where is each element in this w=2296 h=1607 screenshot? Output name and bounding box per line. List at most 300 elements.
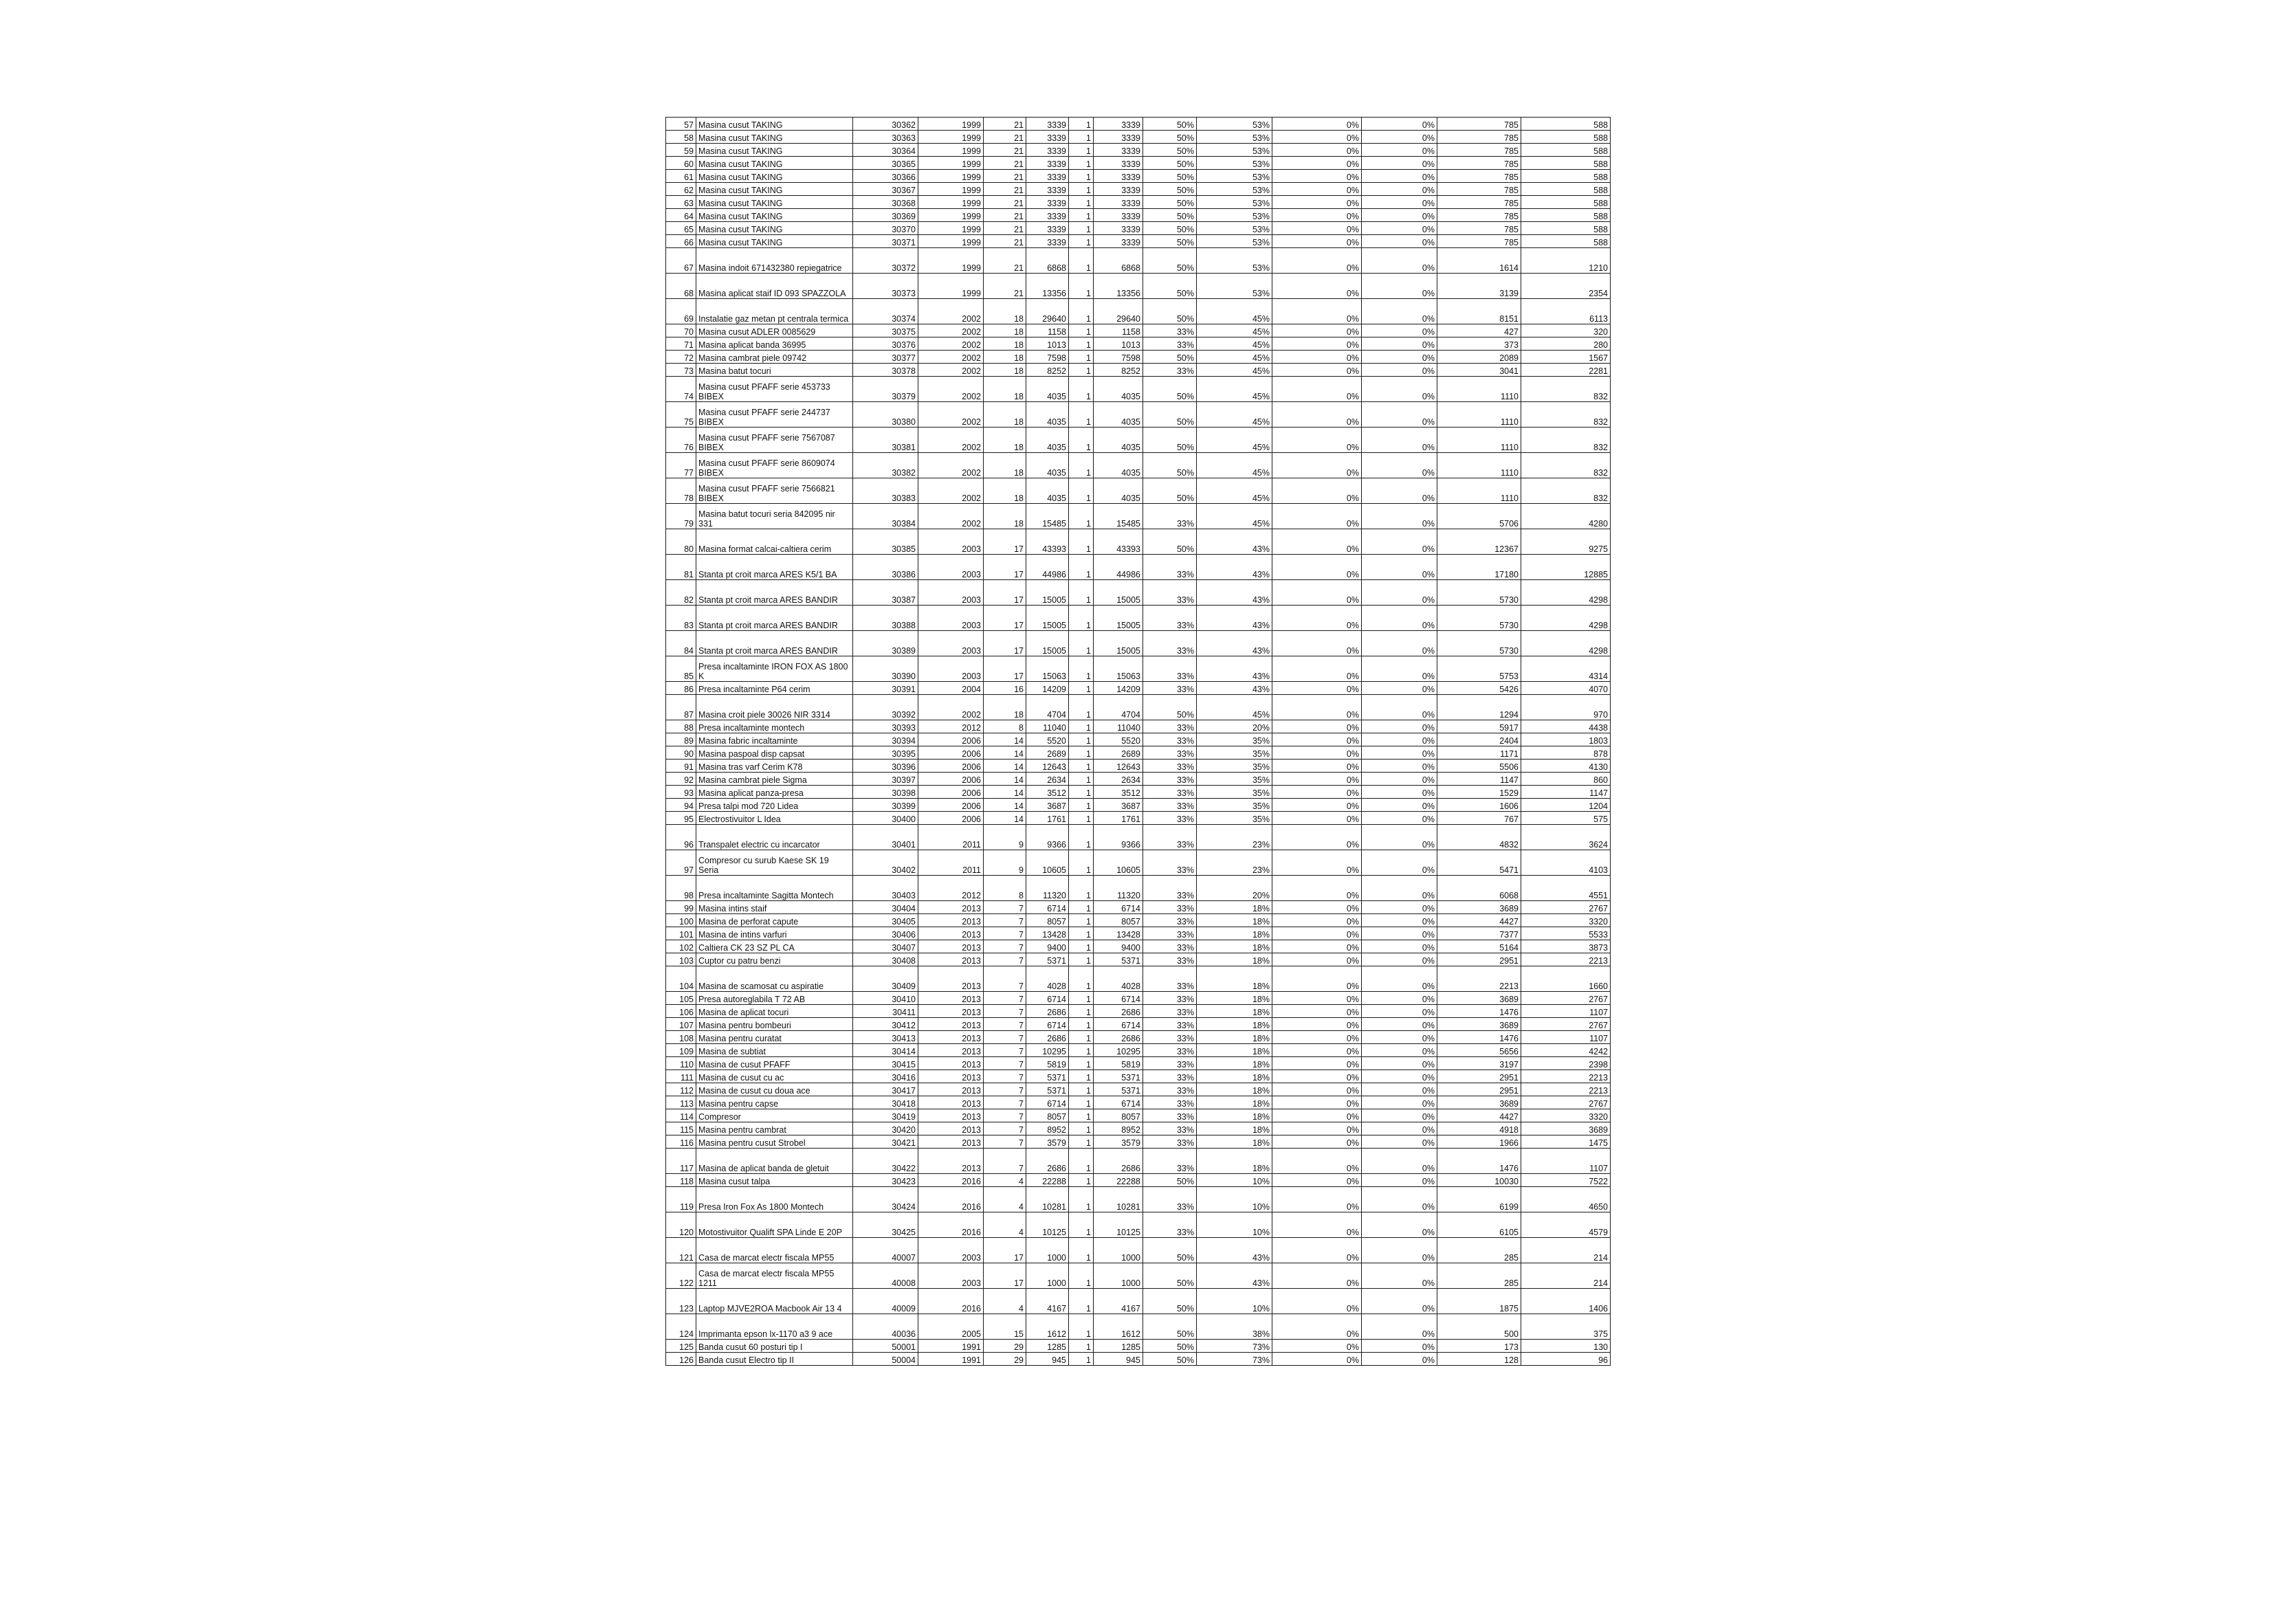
percent-col-3-cell: 0% — [1272, 1031, 1362, 1044]
table-row — [666, 157, 1611, 170]
row-number-cell: 85 — [666, 656, 696, 682]
quantity-cell: 1 — [1069, 940, 1094, 953]
quantity-cell: 1 — [1069, 733, 1094, 746]
percent-col-2-cell: 43% — [1197, 1263, 1272, 1289]
percent-col-4-cell: 0% — [1362, 825, 1437, 850]
percent-col-1-cell: 50% — [1143, 1263, 1197, 1289]
asset-name-cell: Presa incaltaminte montech — [696, 720, 853, 733]
percent-col-1-cell: 33% — [1143, 1096, 1197, 1109]
table-row — [666, 1005, 1611, 1018]
percent-col-2-cell: 45% — [1197, 478, 1272, 504]
asset-name-cell: Masina pentru curatat — [696, 1031, 853, 1044]
row-number-cell: 80 — [666, 529, 696, 555]
percent-col-4-cell: 0% — [1362, 1109, 1437, 1122]
unit-value-cell: 1000 — [1026, 1263, 1069, 1289]
total-value-cell: 3339 — [1094, 170, 1143, 183]
quantity-cell: 1 — [1069, 222, 1094, 235]
acquisition-year-cell: 1999 — [918, 209, 984, 222]
value-col-1-cell: 4918 — [1437, 1122, 1521, 1135]
unit-value-cell: 4028 — [1026, 966, 1069, 992]
total-value-cell: 2686 — [1094, 1005, 1143, 1018]
percent-col-1-cell: 50% — [1143, 196, 1197, 209]
percent-col-4-cell: 0% — [1362, 351, 1437, 364]
age-years-cell: 17 — [984, 580, 1026, 606]
percent-col-3-cell: 0% — [1272, 324, 1362, 337]
asset-name-cell: Presa talpi mod 720 Lidea — [696, 799, 853, 812]
unit-value-cell: 10605 — [1026, 850, 1069, 876]
unit-value-cell: 8252 — [1026, 364, 1069, 377]
value-col-1-cell: 3041 — [1437, 364, 1521, 377]
inventory-code-cell: 30419 — [853, 1109, 918, 1122]
percent-col-1-cell: 50% — [1143, 1238, 1197, 1263]
total-value-cell: 9366 — [1094, 825, 1143, 850]
percent-col-3-cell: 0% — [1272, 966, 1362, 992]
quantity-cell: 1 — [1069, 901, 1094, 914]
percent-col-1-cell: 33% — [1143, 337, 1197, 351]
acquisition-year-cell: 2003 — [918, 580, 984, 606]
value-col-1-cell: 128 — [1437, 1353, 1521, 1366]
total-value-cell: 4167 — [1094, 1289, 1143, 1314]
quantity-cell: 1 — [1069, 364, 1094, 377]
percent-col-1-cell: 33% — [1143, 504, 1197, 529]
inventory-code-cell: 30384 — [853, 504, 918, 529]
value-col-2-cell: 3624 — [1521, 825, 1611, 850]
value-col-2-cell: 375 — [1521, 1314, 1611, 1340]
acquisition-year-cell: 2002 — [918, 504, 984, 529]
value-col-2-cell: 1107 — [1521, 1031, 1611, 1044]
inventory-code-cell: 30416 — [853, 1070, 918, 1083]
age-years-cell: 17 — [984, 1263, 1026, 1289]
table-row — [666, 1122, 1611, 1135]
acquisition-year-cell: 2002 — [918, 377, 984, 402]
percent-col-2-cell: 18% — [1197, 1109, 1272, 1122]
row-number-cell: 101 — [666, 927, 696, 940]
percent-col-3-cell: 0% — [1272, 157, 1362, 170]
asset-name-cell: Masina de cusut cu ac — [696, 1070, 853, 1083]
inventory-code-cell: 30400 — [853, 812, 918, 825]
inventory-code-cell: 30382 — [853, 453, 918, 478]
acquisition-year-cell: 1999 — [918, 144, 984, 157]
acquisition-year-cell: 2003 — [918, 1238, 984, 1263]
acquisition-year-cell: 2013 — [918, 1005, 984, 1018]
asset-name-cell: Compresor cu surub Kaese SK 19 Seria — [696, 850, 853, 876]
unit-value-cell: 1013 — [1026, 337, 1069, 351]
asset-name-cell: Masina cusut TAKING — [696, 196, 853, 209]
inventory-code-cell: 30374 — [853, 299, 918, 324]
row-number-cell: 63 — [666, 196, 696, 209]
value-col-1-cell: 785 — [1437, 222, 1521, 235]
percent-col-2-cell: 53% — [1197, 170, 1272, 183]
table-row — [666, 1083, 1611, 1096]
quantity-cell: 1 — [1069, 555, 1094, 580]
table-row — [666, 695, 1611, 720]
asset-name-cell: Masina cusut PFAFF serie 7566821 BIBEX — [696, 478, 853, 504]
percent-col-1-cell: 33% — [1143, 1135, 1197, 1149]
unit-value-cell: 1612 — [1026, 1314, 1069, 1340]
percent-col-4-cell: 0% — [1362, 966, 1437, 992]
acquisition-year-cell: 2005 — [918, 1314, 984, 1340]
total-value-cell: 1158 — [1094, 324, 1143, 337]
percent-col-3-cell: 0% — [1272, 131, 1362, 144]
age-years-cell: 21 — [984, 144, 1026, 157]
percent-col-2-cell: 35% — [1197, 746, 1272, 760]
inventory-code-cell: 30405 — [853, 914, 918, 927]
table-row — [666, 324, 1611, 337]
asset-name-cell: Laptop MJVE2ROA Macbook Air 13 4 — [696, 1289, 853, 1314]
age-years-cell: 17 — [984, 555, 1026, 580]
row-number-cell: 77 — [666, 453, 696, 478]
table-row — [666, 992, 1611, 1005]
unit-value-cell: 2686 — [1026, 1149, 1069, 1174]
quantity-cell: 1 — [1069, 529, 1094, 555]
table-row — [666, 682, 1611, 695]
percent-col-3-cell: 0% — [1272, 606, 1362, 631]
table-row — [666, 656, 1611, 682]
total-value-cell: 7598 — [1094, 351, 1143, 364]
inventory-code-cell: 30399 — [853, 799, 918, 812]
percent-col-4-cell: 0% — [1362, 377, 1437, 402]
unit-value-cell: 13428 — [1026, 927, 1069, 940]
asset-name-cell: Masina de perforat capute — [696, 914, 853, 927]
percent-col-4-cell: 0% — [1362, 1044, 1437, 1057]
value-col-2-cell: 1406 — [1521, 1289, 1611, 1314]
quantity-cell: 1 — [1069, 1238, 1094, 1263]
total-value-cell: 6714 — [1094, 992, 1143, 1005]
inventory-code-cell: 30370 — [853, 222, 918, 235]
total-value-cell: 5371 — [1094, 953, 1143, 966]
percent-col-1-cell: 33% — [1143, 364, 1197, 377]
percent-col-2-cell: 45% — [1197, 351, 1272, 364]
percent-col-2-cell: 43% — [1197, 1238, 1272, 1263]
table-row — [666, 377, 1611, 402]
value-col-1-cell: 427 — [1437, 324, 1521, 337]
asset-name-cell: Masina croit piele 30026 NIR 3314 — [696, 695, 853, 720]
percent-col-1-cell: 33% — [1143, 850, 1197, 876]
table-row — [666, 825, 1611, 850]
acquisition-year-cell: 2013 — [918, 1031, 984, 1044]
acquisition-year-cell: 2013 — [918, 1122, 984, 1135]
acquisition-year-cell: 2013 — [918, 1070, 984, 1083]
table-row — [666, 555, 1611, 580]
row-number-cell: 124 — [666, 1314, 696, 1340]
inventory-code-cell: 30423 — [853, 1174, 918, 1187]
inventory-code-cell: 30396 — [853, 760, 918, 773]
quantity-cell: 1 — [1069, 1109, 1094, 1122]
acquisition-year-cell: 1999 — [918, 118, 984, 131]
value-col-2-cell: 5533 — [1521, 927, 1611, 940]
unit-value-cell: 3339 — [1026, 170, 1069, 183]
age-years-cell: 18 — [984, 377, 1026, 402]
quantity-cell: 1 — [1069, 377, 1094, 402]
asset-name-cell: Banda cusut 60 posturi tip I — [696, 1340, 853, 1353]
acquisition-year-cell: 1999 — [918, 222, 984, 235]
percent-col-2-cell: 43% — [1197, 580, 1272, 606]
inventory-code-cell: 30395 — [853, 746, 918, 760]
value-col-1-cell: 7377 — [1437, 927, 1521, 940]
value-col-1-cell: 2951 — [1437, 1083, 1521, 1096]
age-years-cell: 21 — [984, 170, 1026, 183]
age-years-cell: 15 — [984, 1314, 1026, 1340]
total-value-cell: 6714 — [1094, 1018, 1143, 1031]
unit-value-cell: 8057 — [1026, 914, 1069, 927]
value-col-1-cell: 1476 — [1437, 1149, 1521, 1174]
table-row — [666, 235, 1611, 248]
value-col-1-cell: 4832 — [1437, 825, 1521, 850]
age-years-cell: 7 — [984, 1149, 1026, 1174]
value-col-1-cell: 1875 — [1437, 1289, 1521, 1314]
percent-col-4-cell: 0% — [1362, 746, 1437, 760]
row-number-cell: 109 — [666, 1044, 696, 1057]
row-number-cell: 79 — [666, 504, 696, 529]
value-col-2-cell: 1803 — [1521, 733, 1611, 746]
quantity-cell: 1 — [1069, 812, 1094, 825]
age-years-cell: 18 — [984, 324, 1026, 337]
row-number-cell: 81 — [666, 555, 696, 580]
total-value-cell: 14209 — [1094, 682, 1143, 695]
acquisition-year-cell: 2002 — [918, 478, 984, 504]
value-col-2-cell: 4242 — [1521, 1044, 1611, 1057]
value-col-2-cell: 214 — [1521, 1238, 1611, 1263]
percent-col-4-cell: 0% — [1362, 850, 1437, 876]
value-col-2-cell: 2213 — [1521, 953, 1611, 966]
percent-col-2-cell: 45% — [1197, 364, 1272, 377]
inventory-code-cell: 30421 — [853, 1135, 918, 1149]
percent-col-3-cell: 0% — [1272, 183, 1362, 196]
percent-col-1-cell: 50% — [1143, 351, 1197, 364]
value-col-2-cell: 1660 — [1521, 966, 1611, 992]
quantity-cell: 1 — [1069, 337, 1094, 351]
value-col-1-cell: 3689 — [1437, 992, 1521, 1005]
value-col-2-cell: 2767 — [1521, 1096, 1611, 1109]
percent-col-1-cell: 33% — [1143, 773, 1197, 786]
asset-name-cell: Presa incaltaminte P64 cerim — [696, 682, 853, 695]
value-col-1-cell: 785 — [1437, 235, 1521, 248]
percent-col-3-cell: 0% — [1272, 953, 1362, 966]
percent-col-2-cell: 53% — [1197, 209, 1272, 222]
inventory-code-cell: 30388 — [853, 606, 918, 631]
total-value-cell: 3339 — [1094, 235, 1143, 248]
value-col-2-cell: 970 — [1521, 695, 1611, 720]
percent-col-2-cell: 18% — [1197, 966, 1272, 992]
acquisition-year-cell: 2016 — [918, 1187, 984, 1212]
percent-col-2-cell: 18% — [1197, 1149, 1272, 1174]
total-value-cell: 13356 — [1094, 274, 1143, 299]
quantity-cell: 1 — [1069, 504, 1094, 529]
acquisition-year-cell: 2006 — [918, 786, 984, 799]
percent-col-1-cell: 33% — [1143, 1212, 1197, 1238]
value-col-1-cell: 785 — [1437, 196, 1521, 209]
percent-col-2-cell: 18% — [1197, 901, 1272, 914]
age-years-cell: 8 — [984, 720, 1026, 733]
total-value-cell: 6714 — [1094, 1096, 1143, 1109]
acquisition-year-cell: 2004 — [918, 682, 984, 695]
table-row — [666, 1174, 1611, 1187]
percent-col-4-cell: 0% — [1362, 1005, 1437, 1018]
total-value-cell: 2686 — [1094, 1149, 1143, 1174]
value-col-1-cell: 6068 — [1437, 876, 1521, 901]
percent-col-3-cell: 0% — [1272, 1149, 1362, 1174]
asset-name-cell: Masina pentru cusut Strobel — [696, 1135, 853, 1149]
percent-col-1-cell: 33% — [1143, 324, 1197, 337]
table-row — [666, 1018, 1611, 1031]
age-years-cell: 29 — [984, 1353, 1026, 1366]
acquisition-year-cell: 2013 — [918, 1044, 984, 1057]
value-col-2-cell: 2767 — [1521, 992, 1611, 1005]
asset-name-cell: Masina tras varf Cerim K78 — [696, 760, 853, 773]
acquisition-year-cell: 2016 — [918, 1174, 984, 1187]
unit-value-cell: 29640 — [1026, 299, 1069, 324]
table-row — [666, 1109, 1611, 1122]
value-col-2-cell: 575 — [1521, 812, 1611, 825]
value-col-2-cell: 588 — [1521, 196, 1611, 209]
percent-col-4-cell: 0% — [1362, 1083, 1437, 1096]
percent-col-3-cell: 0% — [1272, 992, 1362, 1005]
percent-col-1-cell: 50% — [1143, 453, 1197, 478]
percent-col-2-cell: 45% — [1197, 337, 1272, 351]
inventory-code-cell: 30378 — [853, 364, 918, 377]
quantity-cell: 1 — [1069, 131, 1094, 144]
percent-col-2-cell: 43% — [1197, 555, 1272, 580]
asset-name-cell: Masina indoit 671432380 repiegatrice — [696, 248, 853, 274]
row-number-cell: 89 — [666, 733, 696, 746]
table-row — [666, 720, 1611, 733]
percent-col-2-cell: 38% — [1197, 1314, 1272, 1340]
asset-name-cell: Masina cusut TAKING — [696, 183, 853, 196]
row-number-cell: 66 — [666, 235, 696, 248]
quantity-cell: 1 — [1069, 695, 1094, 720]
table-row — [666, 144, 1611, 157]
total-value-cell: 8057 — [1094, 914, 1143, 927]
value-col-1-cell: 8151 — [1437, 299, 1521, 324]
inventory-code-cell: 50004 — [853, 1353, 918, 1366]
value-col-2-cell: 2213 — [1521, 1070, 1611, 1083]
quantity-cell: 1 — [1069, 235, 1094, 248]
asset-name-cell: Masina cusut TAKING — [696, 131, 853, 144]
percent-col-2-cell: 20% — [1197, 720, 1272, 733]
percent-col-4-cell: 0% — [1362, 1314, 1437, 1340]
asset-name-cell: Casa de marcat electr fiscala MP55 — [696, 1238, 853, 1263]
inventory-code-cell: 30406 — [853, 927, 918, 940]
total-value-cell: 1000 — [1094, 1238, 1143, 1263]
percent-col-2-cell: 45% — [1197, 453, 1272, 478]
percent-col-1-cell: 33% — [1143, 825, 1197, 850]
row-number-cell: 70 — [666, 324, 696, 337]
percent-col-2-cell: 10% — [1197, 1174, 1272, 1187]
percent-col-4-cell: 0% — [1362, 695, 1437, 720]
table-row — [666, 196, 1611, 209]
table-row — [666, 1149, 1611, 1174]
inventory-code-cell: 30411 — [853, 1005, 918, 1018]
row-number-cell: 67 — [666, 248, 696, 274]
quantity-cell: 1 — [1069, 825, 1094, 850]
percent-col-4-cell: 0% — [1362, 733, 1437, 746]
quantity-cell: 1 — [1069, 428, 1094, 453]
percent-col-2-cell: 35% — [1197, 760, 1272, 773]
total-value-cell: 15485 — [1094, 504, 1143, 529]
percent-col-3-cell: 0% — [1272, 1018, 1362, 1031]
percent-col-1-cell: 50% — [1143, 248, 1197, 274]
acquisition-year-cell: 2002 — [918, 337, 984, 351]
table-row — [666, 453, 1611, 478]
percent-col-1-cell: 50% — [1143, 170, 1197, 183]
percent-col-3-cell: 0% — [1272, 940, 1362, 953]
row-number-cell: 91 — [666, 760, 696, 773]
asset-name-cell: Masina cambrat piele Sigma — [696, 773, 853, 786]
total-value-cell: 3339 — [1094, 209, 1143, 222]
age-years-cell: 7 — [984, 927, 1026, 940]
value-col-1-cell: 3689 — [1437, 901, 1521, 914]
value-col-2-cell: 2767 — [1521, 1018, 1611, 1031]
unit-value-cell: 3339 — [1026, 196, 1069, 209]
age-years-cell: 21 — [984, 131, 1026, 144]
table-row — [666, 914, 1611, 927]
asset-name-cell: Presa incaltaminte IRON FOX AS 1800 K — [696, 656, 853, 682]
value-col-2-cell: 588 — [1521, 183, 1611, 196]
percent-col-1-cell: 33% — [1143, 1122, 1197, 1135]
asset-name-cell: Masina de subtiat — [696, 1044, 853, 1057]
percent-col-4-cell: 0% — [1362, 248, 1437, 274]
unit-value-cell: 22288 — [1026, 1174, 1069, 1187]
quantity-cell: 1 — [1069, 1187, 1094, 1212]
value-col-1-cell: 173 — [1437, 1340, 1521, 1353]
percent-col-3-cell: 0% — [1272, 631, 1362, 656]
value-col-1-cell: 1147 — [1437, 773, 1521, 786]
table-row — [666, 1263, 1611, 1289]
total-value-cell: 4035 — [1094, 428, 1143, 453]
value-col-1-cell: 5730 — [1437, 580, 1521, 606]
percent-col-3-cell: 0% — [1272, 1263, 1362, 1289]
table-row — [666, 966, 1611, 992]
value-col-2-cell: 4280 — [1521, 504, 1611, 529]
age-years-cell: 7 — [984, 940, 1026, 953]
percent-col-1-cell: 50% — [1143, 131, 1197, 144]
value-col-2-cell: 4298 — [1521, 631, 1611, 656]
table-row — [666, 1044, 1611, 1057]
value-col-2-cell: 2354 — [1521, 274, 1611, 299]
value-col-2-cell: 3689 — [1521, 1122, 1611, 1135]
row-number-cell: 65 — [666, 222, 696, 235]
percent-col-1-cell: 33% — [1143, 1149, 1197, 1174]
quantity-cell: 1 — [1069, 324, 1094, 337]
percent-col-1-cell: 50% — [1143, 1289, 1197, 1314]
quantity-cell: 1 — [1069, 992, 1094, 1005]
percent-col-2-cell: 53% — [1197, 235, 1272, 248]
asset-name-cell: Masina fabric incaltaminte — [696, 733, 853, 746]
value-col-1-cell: 1614 — [1437, 248, 1521, 274]
row-number-cell: 58 — [666, 131, 696, 144]
percent-col-1-cell: 33% — [1143, 1005, 1197, 1018]
unit-value-cell: 15005 — [1026, 606, 1069, 631]
quantity-cell: 1 — [1069, 351, 1094, 364]
age-years-cell: 14 — [984, 773, 1026, 786]
age-years-cell: 4 — [984, 1289, 1026, 1314]
table-row — [666, 953, 1611, 966]
acquisition-year-cell: 1999 — [918, 131, 984, 144]
quantity-cell: 1 — [1069, 682, 1094, 695]
percent-col-3-cell: 0% — [1272, 720, 1362, 733]
value-col-1-cell: 5426 — [1437, 682, 1521, 695]
percent-col-3-cell: 0% — [1272, 1096, 1362, 1109]
asset-name-cell: Masina cambrat piele 09742 — [696, 351, 853, 364]
value-col-1-cell: 5917 — [1437, 720, 1521, 733]
unit-value-cell: 1000 — [1026, 1238, 1069, 1263]
value-col-1-cell: 2213 — [1437, 966, 1521, 992]
percent-col-1-cell: 33% — [1143, 966, 1197, 992]
percent-col-1-cell: 33% — [1143, 555, 1197, 580]
percent-col-3-cell: 0% — [1272, 478, 1362, 504]
row-number-cell: 116 — [666, 1135, 696, 1149]
acquisition-year-cell: 2013 — [918, 940, 984, 953]
